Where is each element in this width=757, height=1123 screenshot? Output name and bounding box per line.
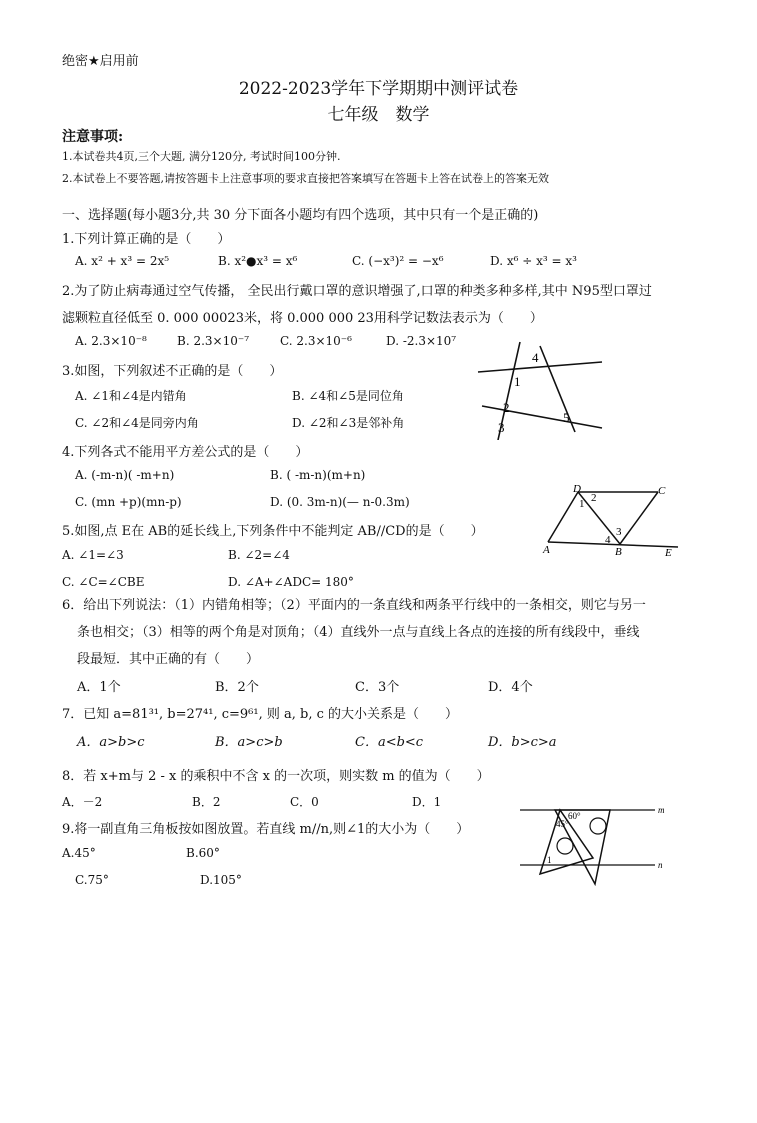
q8-option-d: D．1 — [412, 795, 442, 809]
exam-subtitle: 七年级 数学 — [327, 105, 430, 125]
q2-option-a: A. 2.3×10⁻⁸ — [75, 334, 147, 348]
q5-angle-label: 4 — [605, 534, 611, 546]
q2-option-d: D. -2.3×10⁷ — [386, 334, 457, 348]
q6-option-c: C．3个 — [355, 680, 400, 695]
q1-option-b: B. x²●x³ = x⁶ — [218, 254, 298, 268]
question-6-line2: 条也相交；（3）相等的两个角是对顶角；（4）直线外一点与直线上各点的连接的所有线段中，垂线 — [77, 625, 640, 640]
question-3-stem: 3.如图，下列叙述不正确的是（ ） — [62, 364, 283, 379]
q8-option-a: A．－2 — [62, 795, 103, 809]
notice-item: 1.本试卷共4页,三个大题, 满分120分, 考试时间100分钟. — [62, 150, 341, 163]
question-6-line3: 段最短．其中正确的有（ ） — [77, 652, 260, 667]
q1-option-c: C. (−x³)² = −x⁶ — [352, 254, 444, 268]
q7-option-b: B．a>c>b — [215, 735, 283, 750]
q5-point-label: B — [615, 546, 622, 558]
q9-angle-label: 60° — [568, 811, 581, 821]
section-heading: 一、选择题(每小题3分,共 30 分下面各小题均有四个选项，其中只有一个是正确的) — [62, 208, 539, 223]
q5-option-d: D. ∠A+∠ADC= 180° — [228, 575, 354, 589]
q6-option-b: B．2个 — [215, 680, 259, 695]
q9-figure — [515, 800, 675, 886]
q3-angle-label: 5 — [563, 410, 570, 425]
q9-option-d: D.105° — [200, 873, 242, 887]
q6-option-a: A．1个 — [77, 680, 121, 695]
q4-option-d: D. (0. 3m-n)(— n-0.3m) — [270, 495, 410, 509]
q7-option-d: D．b>c>a — [488, 735, 557, 750]
q9-line-label: m — [658, 805, 665, 815]
q9-option-b: B.60° — [186, 846, 220, 860]
q5-option-a: A. ∠1=∠3 — [62, 548, 124, 562]
question-9-stem: 9.将一副直角三角板按如图放置。若直线 m//n,则∠1的大小为（ ） — [62, 822, 470, 837]
question-7-stem: 7．已知 a=81³¹, b=27⁴¹, c=9⁶¹, 则 a, b, c 的大小关系是（ ） — [62, 707, 458, 722]
question-2-stem-line2: 滤颗粒直径低至 0. 000 00023米，将 0.000 000 23用科学记数法表示为（ ） — [62, 311, 543, 326]
q4-option-b: B. ( -m-n)(m+n) — [270, 468, 366, 482]
q7-option-a: A．a>b>c — [77, 735, 145, 750]
notice-item: 2.本试卷上不要答题,请按答题卡上注意事项的要求直接把答案填写在答题卡上答在试卷上的答案无效 — [62, 172, 549, 185]
q2-option-c: C. 2.3×10⁻⁶ — [280, 334, 352, 348]
question-1-stem: 1.下列计算正确的是（ ） — [62, 232, 231, 247]
q9-angle-label: 1 — [547, 855, 552, 865]
q7-option-c: C．a<b<c — [355, 735, 424, 750]
q1-option-d: D. x⁶ ÷ x³ = x³ — [490, 254, 577, 268]
q5-point-label: C — [658, 485, 666, 497]
question-2-stem-line1: 2.为了防止病毒通过空气传播， 全民出行戴口罩的意识增强了,口罩的种类多种多样,其中 N95型口罩过 — [62, 284, 652, 299]
q8-option-b: B．2 — [192, 795, 221, 809]
q5-angle-label: 3 — [616, 526, 622, 538]
q3-angle-label: 2 — [503, 400, 510, 415]
q3-option-d: D. ∠2和∠3是邻补角 — [292, 416, 405, 430]
q3-figure — [470, 340, 610, 440]
q3-angle-label: 3 — [498, 420, 505, 435]
q5-point-label: E — [665, 547, 672, 559]
q3-angle-label: 4 — [532, 350, 539, 365]
q4-option-c: C. (mn +p)(mn-p) — [75, 495, 182, 509]
q9-line-label: n — [658, 860, 663, 870]
question-5-stem: 5.如图,点 E在 AB的延长线上,下列条件中不能判定 AB//CD的是（ ） — [62, 524, 484, 539]
q5-angle-label: 1 — [579, 498, 585, 510]
q9-option-a: A.45° — [62, 846, 96, 860]
q5-point-label: D — [573, 483, 581, 495]
q3-option-b: B. ∠4和∠5是同位角 — [292, 389, 404, 403]
q9-option-c: C.75° — [75, 873, 109, 887]
q2-option-b: B. 2.3×10⁻⁷ — [177, 334, 249, 348]
exam-title: 2022-2023学年下学期期中测评试卷 — [238, 79, 519, 99]
q5-option-c: C. ∠C=∠CBE — [62, 575, 145, 589]
q6-option-d: D．4个 — [488, 680, 533, 695]
q5-point-label: A — [543, 544, 550, 556]
q3-option-c: C. ∠2和∠4是同旁内角 — [75, 416, 199, 430]
notice-heading: 注意事项: — [62, 129, 124, 145]
question-6-line1: 6．给出下列说法：（1）内错角相等；（2）平面内的一条直线和两条平行线中的一条相交，则它与另一 — [62, 598, 646, 613]
q5-figure — [538, 480, 688, 560]
q8-option-c: C．0 — [290, 795, 319, 809]
q3-angle-label: 1 — [514, 374, 521, 389]
q5-option-b: B. ∠2=∠4 — [228, 548, 290, 562]
confidential-label: 绝密★启用前 — [62, 54, 139, 69]
q5-angle-label: 2 — [591, 492, 597, 504]
q3-option-a: A. ∠1和∠4是内错角 — [75, 389, 187, 403]
q4-option-a: A. (-m-n)( -m+n) — [75, 468, 175, 482]
q1-option-a: A. x² + x³ = 2x⁵ — [75, 254, 170, 268]
q9-angle-label: 45° — [556, 819, 569, 829]
question-8-stem: 8．若 x+m与 2 - x 的乘积中不含 x 的一次项，则实数 m 的值为（ ） — [62, 769, 490, 784]
question-4-stem: 4.下列各式不能用平方差公式的是（ ） — [62, 445, 309, 460]
